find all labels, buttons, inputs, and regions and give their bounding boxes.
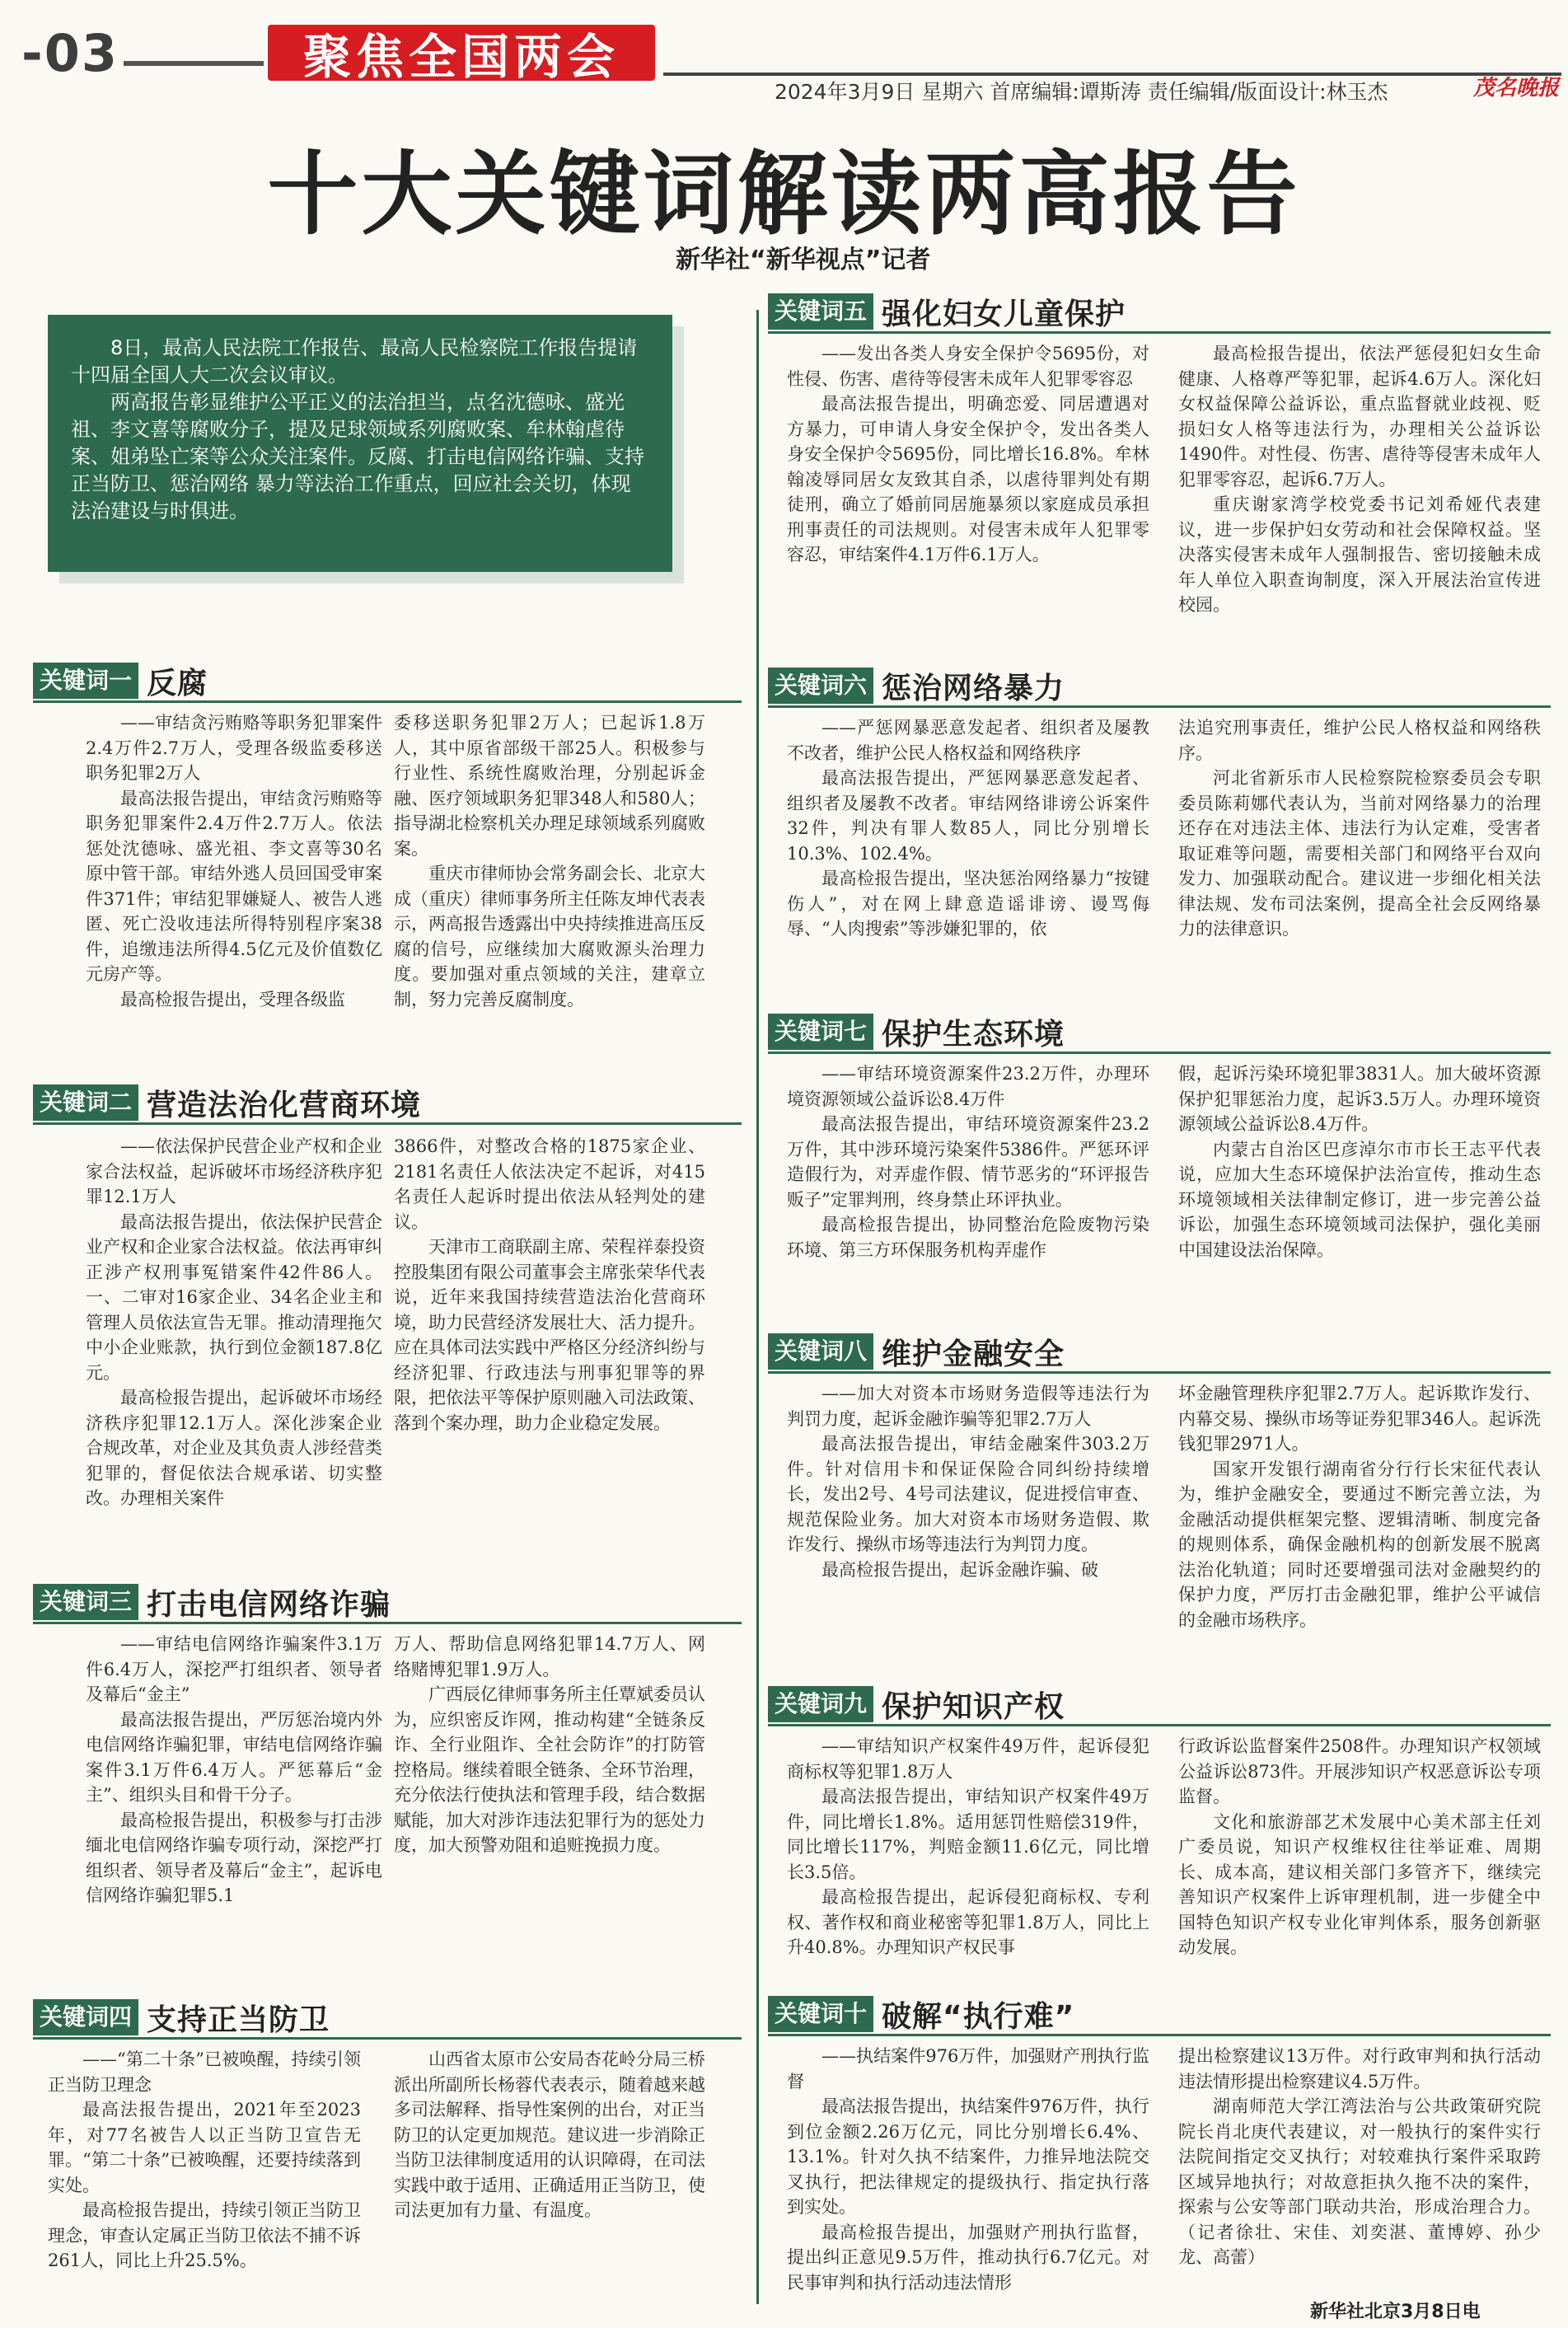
paragraph: 广西辰亿律师事务所主任覃斌委员认为，应织密反诈网，推动构建“全链条反诈、全行业阻诈、全社会防诈”的打防管控格局。继续着眼全链条、全环节治理，充分依法行使执法和管理手段，结合数据赋能，加大对涉诈违法犯罪行为的惩处力度，加大预警劝阻和追赃挽损力度。	[394, 1684, 705, 1855]
paragraph: 最高法报告提出，审结环境资源案件23.2万件，其中涉环境污染案件5386件。严惩环评造假行为，对弄虚作假、情节恶劣的“环评报告贩子”定罪判刑，终身禁止环评执业。	[787, 1114, 1149, 1210]
keyword-header-8	[768, 1330, 1065, 1373]
paragraph: ——审结知识产权案件49万件，起诉侵犯商标权等犯罪1.8万人	[787, 1736, 1149, 1782]
dateline: 新华社北京3月8日电	[1310, 2302, 1481, 2322]
paragraph: 文化和旅游部艺术发展中心美术部主任刘广委员说，知识产权维权往往举证难、周期长、成本高，建议相关部门多管齐下，继续完善知识产权案件上诉审理机制，进一步健全中国特色知识产权专业化审判体系，服务创新驱动发展。	[1178, 1811, 1541, 1957]
newspaper-logo: 茂名晚报	[1473, 76, 1560, 101]
paragraph: 法追究刑事责任，维护公民人格权益和网络秩序。	[1178, 718, 1541, 763]
keyword-title: 支持正当防卫	[147, 2002, 330, 2037]
paragraph: 最高法报告提出，2021年至2023年，对77名被告人以正当防卫宣告无罪。“第二十条”已被唤醒，还要持续落到实处。	[48, 2100, 361, 2195]
intro-paragraph: 8日，最高人民法院工作报告、最高人民检察院工作报告提请十四届全国人大二次会议审议。	[71, 336, 638, 386]
paragraph: 最高检报告提出，起诉侵犯商标权、专利权、著作权和商业秘密等犯罪1.8万人，同比上升40.8%。办理知识产权民事	[787, 1887, 1149, 1957]
keyword-2-col1	[86, 1134, 382, 1511]
paragraph: 最高检报告提出，起诉破坏市场经济秩序犯罪12.1万人。深化涉案企业合规改革，对企业及其负责人涉经营类犯罪的，督促依法合规承诺、切实整改。办理相关案件	[86, 1388, 382, 1508]
keyword-1-col2	[394, 710, 705, 1012]
keyword-rule	[768, 705, 1551, 708]
keyword-8-col1	[787, 1381, 1149, 1582]
paragraph: ——审结电信网络诈骗案件3.1万件6.4万人，深挖严打组织者、领导者及幕后“金主”	[86, 1634, 382, 1704]
keyword-4-col1	[48, 2047, 361, 2274]
keyword-header-5	[768, 290, 1126, 333]
keyword-rule	[768, 331, 1551, 334]
paragraph: 湖南师范大学江湾法治与公共政策研究院院长肖北庚代表建议，对一般执行的案件实行法院间指定交叉执行；对较难执行案件采取跨区域异地执行；对故意拒执久拖不决的案件，探索与公安等部门联动共治，形成治理合力。（记者徐壮、宋佳、刘奕湛、董博婷、孙少龙、高蕾）	[1178, 2096, 1541, 2267]
paragraph: 最高检报告提出，受理各级监	[120, 989, 345, 1009]
paragraph: 最高检报告提出，坚决惩治网络暴力“按键伤人”，对在网上肆意造谣诽谤、谩骂侮辱、“人肉搜索”等涉嫌犯罪的，依	[787, 869, 1149, 939]
paragraph: 假，起诉污染环境犯罪3831人。加大破坏资源保护犯罪惩治力度，起诉3.5万人。办理环境资源领域公益诉讼8.4万件。	[1178, 1064, 1541, 1134]
keyword-label: 关键词七	[768, 1014, 873, 1050]
keyword-label: 关键词十	[768, 1996, 873, 2032]
keyword-header-3	[33, 1581, 391, 1623]
keyword-6-col1	[787, 715, 1149, 942]
paragraph: 最高检报告提出，协同整治危险废物污染环境、第三方环保服务机构弄虚作	[787, 1215, 1149, 1260]
keyword-3-col2	[394, 1632, 705, 1858]
paragraph: ——严惩网暴恶意发起者、组织者及屡教不改者，维护公民人格权益和网络秩序	[787, 718, 1149, 763]
keyword-label: 关键词一	[33, 663, 138, 699]
keyword-9-col2	[1178, 1734, 1541, 1960]
keyword-header-7	[768, 1010, 1065, 1053]
keyword-title: 维护金融安全	[882, 1337, 1065, 1371]
paragraph: ——依法保护民营企业产权和企业家合法权益，起诉破坏市场经济秩序犯罪12.1万人	[86, 1136, 382, 1206]
paragraph: 行政诉讼监督案件2508件。办理知识产权领域公益诉讼873件。开展涉知识产权恶意诉讼专项监督。	[1178, 1736, 1541, 1806]
date-info: 2024年3月9日 星期六 首席编辑:谭斯涛 责任编辑/版面设计:林玉杰	[775, 80, 1388, 104]
intro-box	[48, 315, 672, 572]
keyword-rule	[33, 1122, 742, 1125]
keyword-5-col1	[787, 341, 1149, 568]
keyword-10-col1	[787, 2044, 1149, 2295]
keyword-10-col2	[1178, 2044, 1541, 2270]
paragraph: 最高法报告提出，审结知识产权案件49万件，同比增长1.8%。适用惩罚性赔偿319件，同比增长117%，判赔金额11.6亿元，同比增长3.5倍。	[787, 1787, 1149, 1882]
keyword-1-col1	[86, 710, 382, 1012]
keyword-title: 打击电信网络诈骗	[147, 1587, 391, 1622]
keyword-title: 破解“执行难”	[882, 1999, 1075, 2034]
byline: 新华社“新华视点”记者	[676, 246, 931, 274]
paragraph: 天津市工商联副主席、荣程祥泰投资控股集团有限公司董事会主席张荣华代表说，近年来我国持续营造法治化营商环境，助力民营经济发展壮大、活力提升。应在具体司法实践中严格区分经济纠纷与经济犯罪、行政违法与刑事犯罪等的界限，把依法平等保护原则融入司法政策、落到个案办理，助力企业稳定发展。	[394, 1237, 705, 1433]
keyword-label: 关键词五	[768, 293, 873, 330]
keyword-title: 反腐	[147, 666, 208, 700]
keyword-7-col2	[1178, 1061, 1541, 1262]
keyword-7-col1	[787, 1061, 1149, 1262]
paragraph: 坏金融管理秩序犯罪2.7万人。起诉欺诈发行、内幕交易、操纵市场等证券犯罪346人。起诉洗钱犯罪2971人。	[1178, 1384, 1541, 1454]
paragraph: 最高法报告提出，依法保护民营企业产权和企业家合法权益。依法再审纠正涉产权刑事冤错案件42件86人。一、二审对16家企业、34名企业主和管理人员依法宣告无罪。推动清理拖欠中小企业账款，执行到位金额187.8亿元。	[86, 1211, 382, 1383]
paragraph: 最高检报告提出，起诉金融诈骗、破	[821, 1559, 1098, 1580]
intro-text	[71, 335, 649, 525]
keyword-header-1	[33, 659, 208, 702]
keyword-title: 惩治网络暴力	[882, 671, 1065, 705]
keyword-label: 关键词三	[33, 1584, 138, 1620]
keyword-header-10	[768, 1993, 1074, 2035]
keyword-8-col2	[1178, 1381, 1541, 1632]
headline: 十大关键词解读两高报告	[267, 142, 1301, 247]
paragraph: 3866件，对整改合格的1875家企业、2181名责任人依法决定不起诉，对415名责任人起诉时提出依法从轻判处的建议。	[394, 1136, 705, 1232]
paragraph: ——审结环境资源案件23.2万件，办理环境资源领域公益诉讼8.4万件	[787, 1064, 1149, 1109]
keyword-rule	[33, 1622, 742, 1624]
page-number-rule	[124, 61, 264, 66]
keyword-3-col1	[86, 1632, 382, 1909]
paragraph: 最高检报告提出，加强财产刑执行监督，提出纠正意见9.5万件，推动执行6.7亿元。对民事审判和执行活动违法情形	[787, 2222, 1149, 2293]
paragraph: 最高法报告提出，审结贪污贿赂等职务犯罪案件2.4万件2.7万人。依法惩处沈德咏、盛光祖、李文喜等30名原中管干部。审结外逃人员回国受审案件371件；审结犯罪嫌疑人、被告人逃匿、死亡没收违法所得特别程序案38件，追缴违法所得4.5亿元及价值数亿元房产等。	[86, 788, 382, 984]
keyword-rule	[768, 1371, 1551, 1374]
keyword-title: 强化妇女儿童保护	[882, 297, 1126, 331]
keyword-2-col2	[394, 1134, 705, 1436]
paragraph: 国家开发银行湖南省分行行长宋征代表认为，维护金融安全，要通过不断完善立法，为金融活动提供框架完整、逻辑清晰、制度完备的规则体系，确保金融机构的创新发展不脱离法治化轨道；同时还要增强司法对金融契约的保护力度，严厉打击金融犯罪，维护公平诚信的金融市场秩序。	[1178, 1459, 1541, 1630]
keyword-label: 关键词九	[768, 1686, 873, 1722]
keyword-label: 关键词二	[33, 1084, 138, 1121]
keyword-title: 保护知识产权	[882, 1689, 1065, 1724]
keyword-label: 关键词六	[768, 667, 873, 704]
paragraph: 最高检报告提出，依法严惩侵犯妇女生命健康、人格尊严等犯罪，起诉4.6万人。深化妇女权益保障公益诉讼，重点监督就业歧视、贬损妇女人格等违法行为，办理相关公益诉讼1490件。对性侵、伤害、虐待等侵害未成年人犯罪零容忍，起诉6.7万人。	[1178, 344, 1541, 489]
paragraph: 万人、帮助信息网络犯罪14.7万人、网络赌博犯罪1.9万人。	[394, 1634, 705, 1679]
page-number: -03	[21, 23, 119, 83]
keyword-title: 营造法治化营商环境	[147, 1088, 422, 1122]
paragraph: 最高法报告提出，执结案件976万件，执行到位金额2.26万亿元，同比分别增长6.4%、13.1%。针对久执不结案件，力推异地法院交叉执行，把法律规定的提级执行、指定执行落到实处。	[787, 2096, 1149, 2217]
paragraph: ——审结贪污贿赂等职务犯罪案件2.4万件2.7万人，受理各级监委移送职务犯罪2万人	[86, 713, 382, 783]
keyword-4-col2	[394, 2047, 705, 2223]
keyword-9-col1	[787, 1734, 1149, 1960]
paragraph: 重庆谢家湾学校党委书记刘希娅代表建议，进一步保护妇女劳动和社会保障权益。坚决落实侵害未成年人强制报告、密切接触未成年人单位入职查询制度，深入开展法治宣传进校园。	[1178, 494, 1541, 615]
keyword-label: 关键词八	[768, 1333, 873, 1370]
keyword-header-9	[768, 1683, 1065, 1726]
paragraph: 提出检察建议13万件。对行政审判和执行活动违法情形提出检察建议4.5万件。	[1178, 2046, 1541, 2091]
paragraph: 委移送职务犯罪2万人；已起诉1.8万人，其中原省部级干部25人。积极参与行业性、系统性腐败治理，分别起诉金融、医疗领域职务犯罪348人和580人；指导湖北检察机关办理足球领域系列腐败案。	[394, 713, 705, 859]
keyword-title: 保护生态环境	[882, 1017, 1065, 1052]
paragraph: 最高法报告提出，明确恋爱、同居遭遇对方暴力，可申请人身安全保护令，发出各类人身安全保护令5695份，同比增长16.8%。牟林翰凌辱同居女友致其自杀，以虐待罪判处有期徒刑，确立了婚前同居施暴须以家庭成员承担刑事责任的司法规则。对侵害未成年人犯罪零容忍，审结案件4.1万件6.1万人。	[787, 394, 1149, 564]
paragraph: ——发出各类人身安全保护令5695份，对性侵、伤害、虐待等侵害未成年人犯罪零容忍	[787, 344, 1149, 389]
keyword-rule	[768, 1052, 1551, 1054]
paragraph: ——“第二十条”已被唤醒，持续引领正当防卫理念	[48, 2049, 361, 2095]
paragraph: ——加大对资本市场财务造假等违法行为判罚力度，起诉金融诈骗等犯罪2.7万人	[787, 1384, 1149, 1429]
paragraph: ——执结案件976万件，加强财产刑执行监督	[787, 2046, 1149, 2091]
keyword-label: 关键词四	[33, 1999, 138, 2035]
keyword-5-col2	[1178, 341, 1541, 618]
keyword-header-2	[33, 1081, 421, 1124]
keyword-rule	[33, 700, 742, 703]
paragraph: 山西省太原市公安局杏花岭分局三桥派出所副所长杨蓉代表表示，随着越来越多司法解释、指导性案例的出台，对正当防卫的认定更加规范。建议进一步消除正当防卫法律制度适用的认识障碍，在司法实践中敢于适用、正确适用正当防卫，使司法更加有力量、有温度。	[394, 2049, 705, 2220]
keyword-header-6	[768, 664, 1065, 707]
paragraph: 重庆市律师协会常务副会长、北京大成（重庆）律师事务所主任陈友坤代表表示，两高报告透露出中央持续推进高压反腐的信号，应继续加大腐败源头治理力度。要加强对重点领域的关注，建章立制，努力完善反腐制度。	[394, 864, 705, 1009]
section-tag: 聚焦全国两会	[268, 25, 655, 81]
keyword-rule	[33, 2037, 742, 2040]
paragraph: 河北省新乐市人民检察院检察委员会专职委员陈莉娜代表认为，当前对网络暴力的治理还存在对违法主体、违法行为认定难，受害者取证难等问题，需要相关部门和网络平台双向发力、加强联动配合。建议进一步细化相关法律法规、发布司法案例，提高全社会反网络暴力的法律意识。	[1178, 768, 1541, 939]
intro-paragraph: 两高报告彰显维护公平正义的法治担当，点名沈德咏、盛光祖、李文喜等腐败分子，提及足球领域系列腐败案、牟林翰虐待案、姐弟坠亡案等公众关注案件。反腐、打击电信网络诈骗、支持正当防卫、惩治网络 暴力等法治工作重点，回应社会关切，体现法治建设与时俱进。	[71, 391, 644, 522]
keyword-header-4	[33, 1996, 330, 2039]
keyword-6-col2	[1178, 715, 1541, 942]
paragraph: 最高法报告提出，严惩网暴恶意发起者、组织者及屡教不改者。审结网络诽谤公诉案件32件，判决有罪人数85人，同比分别增长10.3%、102.4%。	[787, 768, 1149, 864]
paragraph: 最高检报告提出，积极参与打击涉缅北电信网络诈骗专项行动，深挖严打组织者、领导者及幕后“金主”，起诉电信网络诈骗犯罪5.1	[86, 1810, 382, 1905]
paragraph: 最高法报告提出，审结金融案件303.2万件。针对信用卡和保证保险合同纠纷持续增长，发出2号、4号司法建议，促进授信审查、规范保险业务。加大对资本市场财务造假、欺诈发行、操纵市场等违法行为判罚力度。	[787, 1434, 1149, 1554]
keyword-rule	[768, 1724, 1551, 1726]
paragraph: 最高法报告提出，严厉惩治境内外电信网络诈骗犯罪，审结电信网络诈骗案件3.1万件6.4万人。严惩幕后“金主”、组织头目和骨干分子。	[86, 1709, 382, 1805]
paragraph: 内蒙古自治区巴彦淖尔市市长王志平代表说，应加大生态环境保护法治宣传，推动生态环境领域相关法律制定修订，进一步完善公益诉讼，加强生态环境领域司法保护，强化美丽中国建设法治保障。	[1178, 1139, 1541, 1260]
column-divider	[756, 310, 759, 2304]
keyword-rule	[768, 2034, 1551, 2036]
paragraph: 最高检报告提出，持续引领正当防卫理念，审查认定属正当防卫依法不捕不诉261人，同比上升25.5%。	[48, 2200, 361, 2270]
